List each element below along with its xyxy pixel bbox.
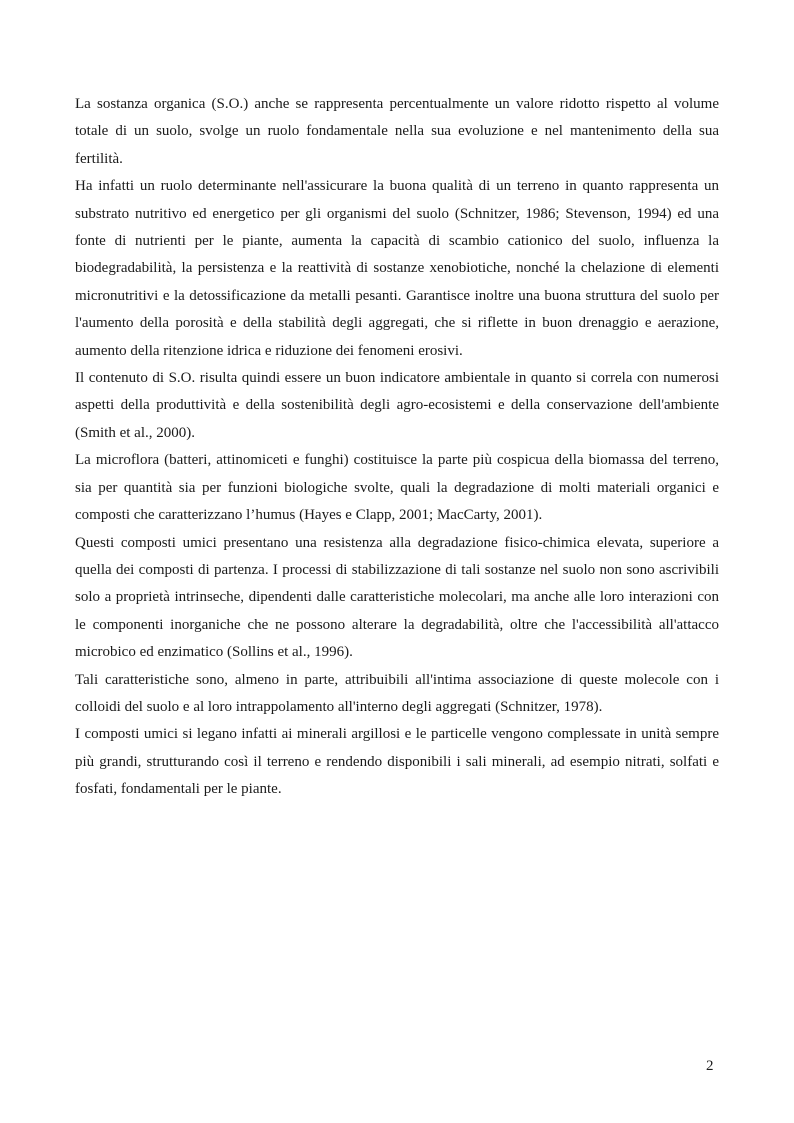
paragraph-association: Tali caratteristiche sono, almeno in parte, attribuibili all'intima associazione di queste molecole con i colloidi del suolo e al loro intrappolamento all'interno degli aggregati (Schnitzer, 1978). bbox=[75, 671, 719, 715]
paragraph-clay-minerals: I composti umici si legano infatti ai minerali argillosi e le particelle vengono complessate in unità sempre più grandi, strutturando così il terreno e rendendo disponibili i sali minerali, ad esempio nitrati, solfati e fosfati, fondamentali per le piante. bbox=[75, 726, 719, 798]
paragraph-microflora: La microflora (batteri, attinomiceti e funghi) costituisce la parte più cospicua della biomassa del terreno, sia per quantità sia per funzioni biologiche svolte, quali la degradazione di molti materiali organici e composti che caratterizzano l’humus (Hayes e Clapp, 2001; MacCarty, 2001). bbox=[75, 452, 719, 524]
paragraph-intro: La sostanza organica (S.O.) anche se rappresenta percentualmente un valore ridotto rispetto al volume totale di un suolo, svolge un ruolo fondamentale nella sua evoluzione e nel mantenimento della sua fertilità. bbox=[75, 96, 719, 167]
paragraph-humic-compounds: Questi composti umici presentano una resistenza alla degradazione fisico-chimica elevata, superiore a quella dei composti di partenza. I processi di stabilizzazione di tali sostanze nel suolo non sono ascrivibili solo a proprietà intrinseche, dipendenti dalle caratteristiche molecolari, ma anche alle loro interazioni con le componenti inorganiche che ne possono alterare la degradabilità, oltre che l'accessibilità all'attacco microbico ed enzimatico (Sollins et al., 1996). bbox=[75, 534, 719, 661]
body-text bbox=[75, 91, 719, 804]
paragraph-indicator: Il contenuto di S.O. risulta quindi essere un buon indicatore ambientale in quanto si correla con numerosi aspetti della produttività e della sostenibilità degli agro-ecosistemi e della conservazione dell'ambiente (Smith et al., 2000). bbox=[75, 370, 719, 441]
page-number: 2 bbox=[706, 1058, 714, 1074]
paragraph-role: Ha infatti un ruolo determinante nell'assicurare la buona qualità di un terreno in quanto rappresenta un substrato nutritivo ed energetico per gli organismi del suolo (Schnitzer, 1986; Stevenson, 1994) ed una fonte di nutrienti per le piante, aumenta la capacità di scambio cationico del suolo, influenza la biodegradabilità, la persistenza e la reattività di sostanze xenobiotiche, nonché la chelazione di elementi micronutritivi e la detossificazione da metalli pesanti. Garantisce inoltre una buona struttura del suolo per l'aumento della porosità e della stabilità degli aggregati, che si riflette in buon drenaggio e aerazione, aumento della ritenzione idrica e riduzione dei fenomeni erosivi. bbox=[75, 178, 719, 359]
